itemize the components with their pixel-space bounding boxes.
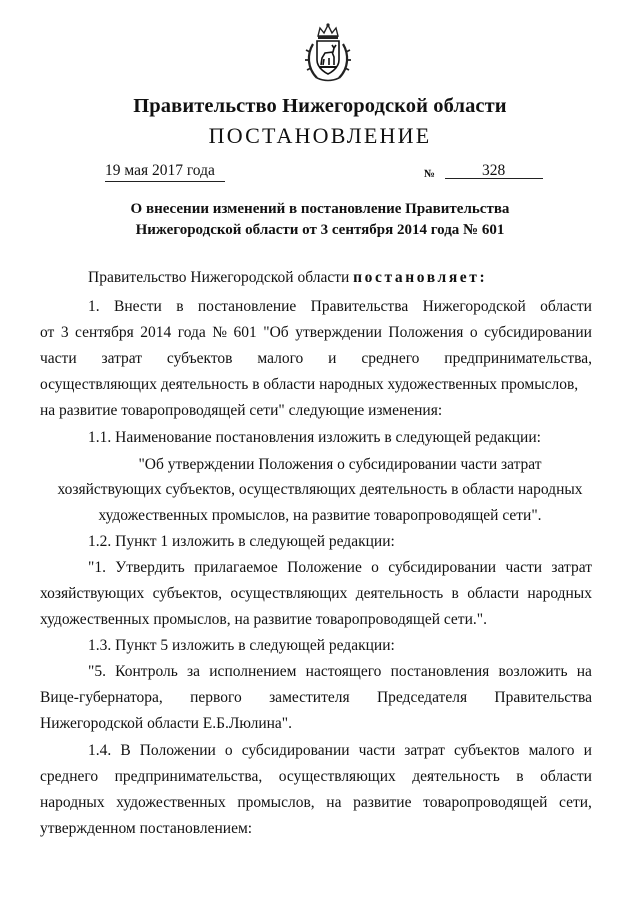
quote-line xyxy=(88,663,592,681)
word: 2014 xyxy=(140,324,172,341)
word: в xyxy=(176,298,184,315)
word: "1. xyxy=(88,559,106,576)
word: предпринимательства, xyxy=(444,350,592,367)
word: и xyxy=(583,742,592,759)
word: № xyxy=(212,324,228,341)
preamble xyxy=(88,269,487,287)
quote-line: художественных промыслов, на развитие товаропроводящей сети". xyxy=(98,507,542,524)
preamble-verb: постановляет: xyxy=(353,269,488,286)
word: среднего xyxy=(361,350,420,367)
word: предпринимательства, xyxy=(114,768,263,785)
quote-line: "Об утверждении Положения о субсидировании части затрат xyxy=(138,456,542,473)
quote-line: хозяйствующих субъектов, осуществляющих деятельность в области народных xyxy=(57,481,583,498)
text-line: 1.3. Пункт 5 изложить в следующей редакции: xyxy=(88,637,395,654)
word: сентября xyxy=(75,324,134,341)
quote-line xyxy=(40,585,592,603)
word: Вице-губернатора, xyxy=(40,689,163,706)
word: субъектов, xyxy=(152,585,223,602)
word: возложить xyxy=(498,663,568,680)
word: затрат xyxy=(404,742,445,759)
preamble-text: Правительство Нижегородской области xyxy=(88,269,350,286)
word: Положении xyxy=(139,742,216,759)
document-type: ПОСТАНОВЛЕНИЕ xyxy=(208,123,432,148)
word: и xyxy=(328,350,337,367)
word: Председателя xyxy=(376,689,468,706)
word: деятельность xyxy=(355,585,444,602)
word: товаропроводящей xyxy=(423,794,548,811)
word: исполнением xyxy=(209,663,297,680)
word: субъектов xyxy=(453,742,520,759)
quote-line: Нижегородской области Е.Б.Люлина". xyxy=(40,715,292,732)
word: Нижегородской xyxy=(422,298,526,315)
word: постановление xyxy=(197,298,297,315)
subject-line: О внесении изменений в постановление Правительства xyxy=(130,201,510,217)
text-line xyxy=(40,794,592,812)
word: части xyxy=(40,350,77,367)
word: субсидировании xyxy=(388,559,497,576)
word: затрат xyxy=(551,559,592,576)
quote-line: художественных промыслов, на развитие товаропроводящей сети.". xyxy=(40,611,487,628)
word: о xyxy=(371,559,379,576)
word: от xyxy=(40,324,55,341)
text-line xyxy=(88,298,592,316)
word: развитие xyxy=(353,794,412,811)
word: о xyxy=(224,742,233,759)
text-line: на развитие товаропроводящей сети" следующие изменения: xyxy=(40,402,443,419)
word: промыслов, xyxy=(237,794,315,811)
document-number: 328 xyxy=(482,162,506,179)
subject-line: Нижегородской области от 3 сентября 2014 года № 601 xyxy=(135,222,505,238)
word: "Об xyxy=(263,324,289,341)
word: области xyxy=(467,585,520,602)
word: Положение xyxy=(287,559,362,576)
word: народных xyxy=(527,585,592,602)
word: утверждении xyxy=(295,324,382,341)
word: Контроль xyxy=(115,663,178,680)
organization-title: Правительство Нижегородской области xyxy=(133,95,507,117)
word: субсидировании xyxy=(241,742,350,759)
text-line xyxy=(40,350,592,368)
word: 601 xyxy=(233,324,257,341)
document-date: 19 мая 2017 года xyxy=(105,162,225,182)
word: на xyxy=(576,663,592,680)
word: заместителя xyxy=(269,689,350,706)
text-line: 1.2. Пункт 1 изложить в следующей редакции: xyxy=(88,533,395,550)
word: года xyxy=(177,324,206,341)
text-line: 1.1. Наименование постановления изложить в следующей редакции: xyxy=(88,429,541,446)
word: сети, xyxy=(559,794,592,811)
document-subject xyxy=(0,199,640,241)
text-line: осуществляющих деятельность в области народных художественных промыслов, xyxy=(40,376,579,393)
word: субсидировании xyxy=(484,324,592,341)
word: Правительства xyxy=(494,689,592,706)
word: среднего xyxy=(40,768,99,785)
text-line xyxy=(40,324,592,342)
word: за xyxy=(187,663,201,680)
word: "5. xyxy=(88,663,106,680)
word: настоящего xyxy=(305,663,382,680)
word: Внести xyxy=(113,298,162,315)
word: малого xyxy=(257,350,304,367)
word: прилагаемое xyxy=(194,559,278,576)
word: 3 xyxy=(60,324,69,341)
word: В xyxy=(120,742,131,759)
text-line: утвержденном постановлением: xyxy=(40,820,253,837)
word: осуществляющих xyxy=(278,768,396,785)
word: Положения xyxy=(388,324,464,341)
number-sign: № xyxy=(424,168,436,180)
word: части xyxy=(505,559,543,576)
word: народных xyxy=(40,794,105,811)
word: затрат xyxy=(101,350,143,367)
word: постановления xyxy=(390,663,490,680)
word: субъектов xyxy=(166,350,233,367)
word: Правительства xyxy=(310,298,409,315)
quote-line xyxy=(40,689,592,707)
word: художественных xyxy=(116,794,226,811)
word: на xyxy=(326,794,342,811)
word: в xyxy=(516,768,524,785)
word: деятельность xyxy=(412,768,500,785)
word: в xyxy=(451,585,459,602)
word: Утвердить xyxy=(115,559,185,576)
word: области xyxy=(540,768,592,785)
text-line xyxy=(88,742,592,760)
word: первого xyxy=(190,689,242,706)
quote-line xyxy=(88,559,592,577)
text-line xyxy=(40,768,592,786)
coat-of-arms-emblem xyxy=(303,22,353,84)
word: о xyxy=(469,324,478,341)
word: 1.4. xyxy=(88,742,112,759)
word: хозяйствующих xyxy=(40,585,145,602)
word: 1. xyxy=(88,298,100,315)
word: части xyxy=(358,742,396,759)
word: осуществляющих xyxy=(230,585,348,602)
word: малого xyxy=(528,742,575,759)
word: области xyxy=(540,298,592,315)
